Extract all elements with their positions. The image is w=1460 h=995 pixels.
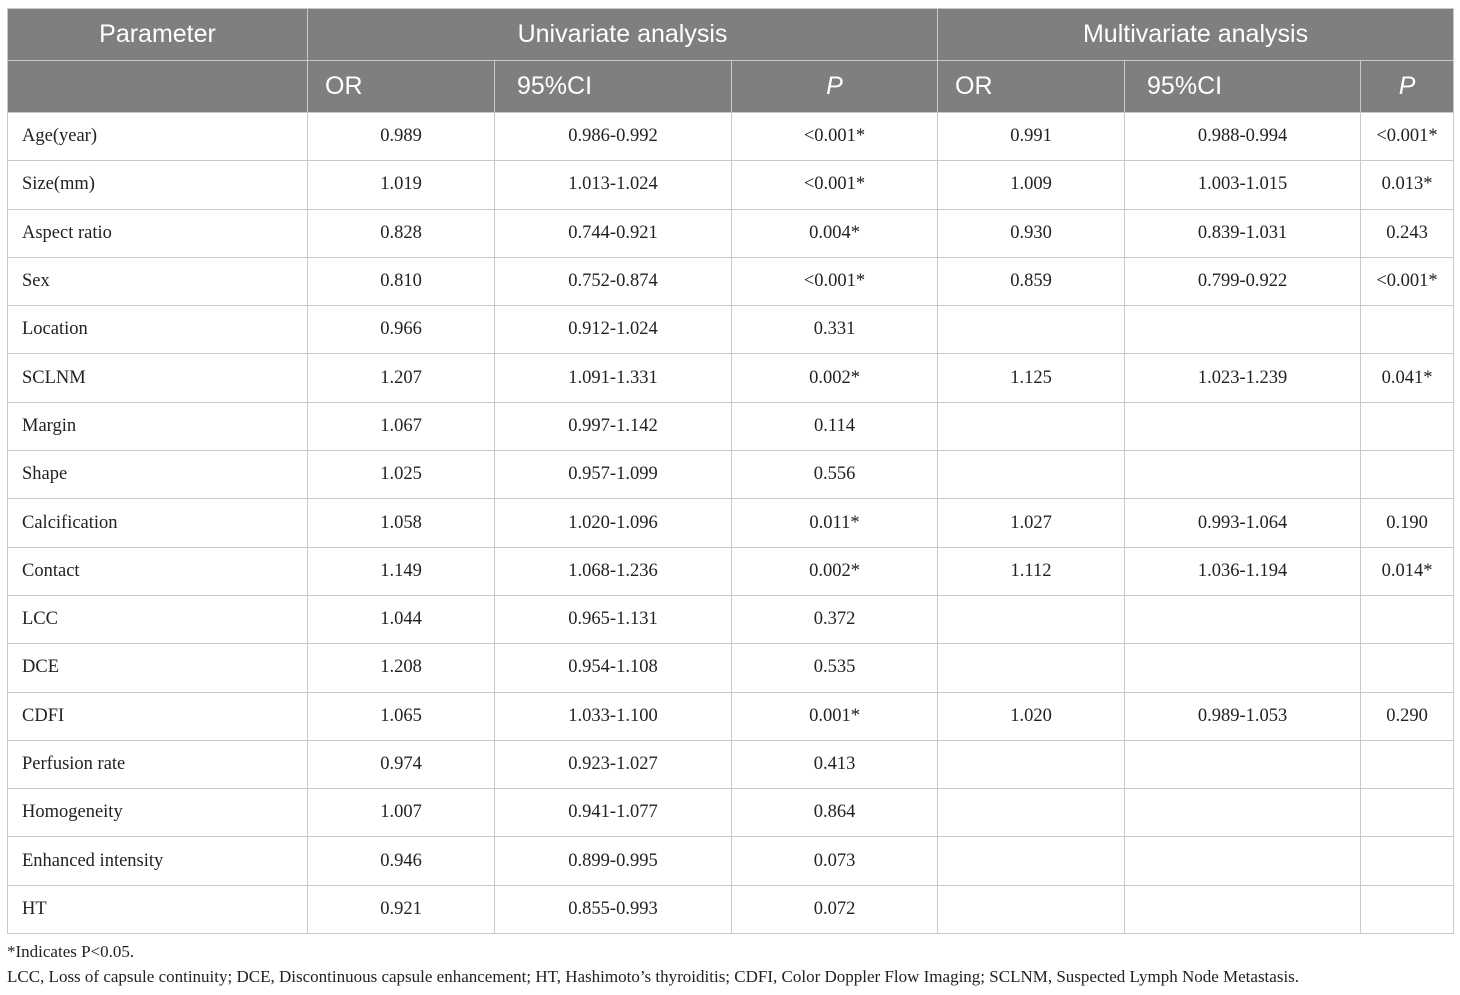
- cell-multivariate-ci: [1125, 740, 1361, 788]
- cell-parameter: Perfusion rate: [8, 740, 308, 788]
- cell-parameter: Homogeneity: [8, 789, 308, 837]
- table-row: [8, 547, 1454, 595]
- cell-parameter: LCC: [8, 595, 308, 643]
- cell-multivariate-or: 1.112: [938, 547, 1125, 595]
- header-univariate-ci: 95%CI: [495, 61, 732, 113]
- cell-univariate-ci: 0.997-1.142: [495, 402, 732, 450]
- cell-univariate-or: 1.044: [308, 595, 495, 643]
- table-row: [8, 354, 1454, 402]
- cell-multivariate-p: [1361, 789, 1454, 837]
- cell-multivariate-p: [1361, 885, 1454, 933]
- cell-univariate-ci: 0.855-0.993: [495, 885, 732, 933]
- cell-multivariate-p: [1361, 837, 1454, 885]
- cell-univariate-p: 0.864: [732, 789, 938, 837]
- cell-multivariate-ci: 1.036-1.194: [1125, 547, 1361, 595]
- cell-univariate-p: 0.114: [732, 402, 938, 450]
- cell-multivariate-p: 0.014*: [1361, 547, 1454, 595]
- cell-univariate-or: 0.810: [308, 257, 495, 305]
- cell-multivariate-or: 1.009: [938, 161, 1125, 209]
- table-row: [8, 257, 1454, 305]
- cell-univariate-or: 0.966: [308, 306, 495, 354]
- cell-multivariate-ci: 0.799-0.922: [1125, 257, 1361, 305]
- cell-multivariate-p: [1361, 451, 1454, 499]
- cell-multivariate-ci: [1125, 789, 1361, 837]
- table-row: [8, 306, 1454, 354]
- cell-univariate-p: 0.413: [732, 740, 938, 788]
- cell-multivariate-ci: [1125, 451, 1361, 499]
- cell-multivariate-or: 0.930: [938, 209, 1125, 257]
- cell-univariate-p: 0.073: [732, 837, 938, 885]
- cell-parameter: HT: [8, 885, 308, 933]
- cell-univariate-or: 0.828: [308, 209, 495, 257]
- table-row: [8, 499, 1454, 547]
- cell-multivariate-p: 0.243: [1361, 209, 1454, 257]
- cell-univariate-ci: 0.923-1.027: [495, 740, 732, 788]
- cell-univariate-ci: 1.020-1.096: [495, 499, 732, 547]
- cell-univariate-ci: 0.912-1.024: [495, 306, 732, 354]
- cell-multivariate-p: [1361, 644, 1454, 692]
- table-row: [8, 692, 1454, 740]
- cell-univariate-or: 1.208: [308, 644, 495, 692]
- cell-univariate-or: 0.946: [308, 837, 495, 885]
- header-parameter: Parameter: [8, 9, 308, 61]
- header-row-sub: [8, 61, 1454, 113]
- cell-parameter: Age(year): [8, 113, 308, 161]
- cell-univariate-ci: 1.068-1.236: [495, 547, 732, 595]
- cell-multivariate-ci: 1.023-1.239: [1125, 354, 1361, 402]
- cell-multivariate-or: 0.859: [938, 257, 1125, 305]
- cell-parameter: SCLNM: [8, 354, 308, 402]
- cell-univariate-ci: 0.899-0.995: [495, 837, 732, 885]
- cell-parameter: Calcification: [8, 499, 308, 547]
- table-row: [8, 837, 1454, 885]
- cell-multivariate-ci: 0.988-0.994: [1125, 113, 1361, 161]
- header-univariate-or: OR: [308, 61, 495, 113]
- cell-univariate-ci: 0.954-1.108: [495, 644, 732, 692]
- cell-univariate-or: 1.065: [308, 692, 495, 740]
- cell-univariate-ci: 0.957-1.099: [495, 451, 732, 499]
- cell-multivariate-or: 1.125: [938, 354, 1125, 402]
- footnote-significance: *Indicates P<0.05.: [7, 942, 135, 961]
- cell-parameter: Shape: [8, 451, 308, 499]
- header-univariate: Univariate analysis: [308, 9, 938, 61]
- cell-multivariate-ci: 0.839-1.031: [1125, 209, 1361, 257]
- cell-multivariate-or: 1.020: [938, 692, 1125, 740]
- cell-multivariate-or: 1.027: [938, 499, 1125, 547]
- footnote-abbreviations: LCC, Loss of capsule continuity; DCE, Discontinuous capsule enhancement; HT, Hashimoto’s thyroiditis; CDFI, Color Doppler Flow Imaging; SCLNM, Suspected Lymph Node Metastasis.: [7, 967, 1300, 986]
- cell-multivariate-or: [938, 644, 1125, 692]
- cell-univariate-p: 0.011*: [732, 499, 938, 547]
- cell-multivariate-p: <0.001*: [1361, 257, 1454, 305]
- cell-univariate-p: 0.072: [732, 885, 938, 933]
- cell-univariate-or: 0.989: [308, 113, 495, 161]
- header-univariate-p: P: [732, 61, 938, 113]
- cell-parameter: Enhanced intensity: [8, 837, 308, 885]
- cell-multivariate-p: [1361, 402, 1454, 450]
- cell-multivariate-ci: [1125, 402, 1361, 450]
- header-blank: [8, 61, 308, 113]
- cell-univariate-ci: 0.986-0.992: [495, 113, 732, 161]
- cell-univariate-ci: 1.091-1.331: [495, 354, 732, 402]
- table-row: [8, 113, 1454, 161]
- cell-multivariate-ci: 1.003-1.015: [1125, 161, 1361, 209]
- table-row: [8, 595, 1454, 643]
- cell-univariate-ci: 0.941-1.077: [495, 789, 732, 837]
- cell-univariate-p: 0.331: [732, 306, 938, 354]
- header-multivariate-ci: 95%CI: [1125, 61, 1361, 113]
- cell-multivariate-or: 0.991: [938, 113, 1125, 161]
- cell-parameter: Location: [8, 306, 308, 354]
- cell-univariate-or: 0.921: [308, 885, 495, 933]
- table-row: [8, 402, 1454, 450]
- cell-multivariate-or: [938, 451, 1125, 499]
- cell-parameter: CDFI: [8, 692, 308, 740]
- cell-univariate-p: 0.001*: [732, 692, 938, 740]
- cell-parameter: Contact: [8, 547, 308, 595]
- cell-univariate-ci: 0.752-0.874: [495, 257, 732, 305]
- cell-univariate-or: 1.207: [308, 354, 495, 402]
- cell-multivariate-p: [1361, 306, 1454, 354]
- cell-multivariate-ci: [1125, 644, 1361, 692]
- cell-parameter: Margin: [8, 402, 308, 450]
- cell-univariate-p: <0.001*: [732, 161, 938, 209]
- cell-univariate-or: 0.974: [308, 740, 495, 788]
- cell-multivariate-p: 0.190: [1361, 499, 1454, 547]
- cell-multivariate-p: <0.001*: [1361, 113, 1454, 161]
- cell-multivariate-ci: 0.989-1.053: [1125, 692, 1361, 740]
- cell-multivariate-p: [1361, 595, 1454, 643]
- cell-parameter: DCE: [8, 644, 308, 692]
- table-row: [8, 644, 1454, 692]
- cell-multivariate-or: [938, 789, 1125, 837]
- table-body: [8, 113, 1454, 934]
- table-row: [8, 209, 1454, 257]
- cell-univariate-ci: 1.013-1.024: [495, 161, 732, 209]
- cell-univariate-ci: 1.033-1.100: [495, 692, 732, 740]
- cell-univariate-p: 0.556: [732, 451, 938, 499]
- table-row: [8, 451, 1454, 499]
- cell-univariate-or: 1.019: [308, 161, 495, 209]
- cell-multivariate-ci: [1125, 306, 1361, 354]
- regression-table: [7, 8, 1454, 934]
- cell-multivariate-p: 0.013*: [1361, 161, 1454, 209]
- cell-multivariate-or: [938, 595, 1125, 643]
- cell-multivariate-or: [938, 837, 1125, 885]
- header-multivariate: Multivariate analysis: [938, 9, 1454, 61]
- cell-parameter: Sex: [8, 257, 308, 305]
- cell-multivariate-ci: [1125, 595, 1361, 643]
- cell-multivariate-or: [938, 306, 1125, 354]
- cell-univariate-p: 0.004*: [732, 209, 938, 257]
- table-row: [8, 740, 1454, 788]
- header-row-main: [8, 9, 1454, 61]
- cell-univariate-or: 1.007: [308, 789, 495, 837]
- header-multivariate-or: OR: [938, 61, 1125, 113]
- cell-parameter: Size(mm): [8, 161, 308, 209]
- cell-multivariate-p: [1361, 740, 1454, 788]
- cell-multivariate-or: [938, 885, 1125, 933]
- cell-univariate-or: 1.067: [308, 402, 495, 450]
- cell-univariate-p: <0.001*: [732, 257, 938, 305]
- cell-univariate-ci: 0.965-1.131: [495, 595, 732, 643]
- cell-multivariate-p: 0.041*: [1361, 354, 1454, 402]
- cell-univariate-p: 0.002*: [732, 354, 938, 402]
- cell-multivariate-ci: 0.993-1.064: [1125, 499, 1361, 547]
- table-row: [8, 161, 1454, 209]
- cell-multivariate-ci: [1125, 837, 1361, 885]
- cell-multivariate-ci: [1125, 885, 1361, 933]
- cell-univariate-p: 0.535: [732, 644, 938, 692]
- cell-univariate-ci: 0.744-0.921: [495, 209, 732, 257]
- cell-multivariate-p: 0.290: [1361, 692, 1454, 740]
- cell-univariate-or: 1.149: [308, 547, 495, 595]
- cell-multivariate-or: [938, 740, 1125, 788]
- cell-univariate-or: 1.025: [308, 451, 495, 499]
- header-multivariate-p: P: [1361, 61, 1454, 113]
- cell-univariate-p: 0.372: [732, 595, 938, 643]
- cell-multivariate-or: [938, 402, 1125, 450]
- cell-parameter: Aspect ratio: [8, 209, 308, 257]
- cell-univariate-or: 1.058: [308, 499, 495, 547]
- table-row: [8, 789, 1454, 837]
- table-row: [8, 885, 1454, 933]
- cell-univariate-p: <0.001*: [732, 113, 938, 161]
- cell-univariate-p: 0.002*: [732, 547, 938, 595]
